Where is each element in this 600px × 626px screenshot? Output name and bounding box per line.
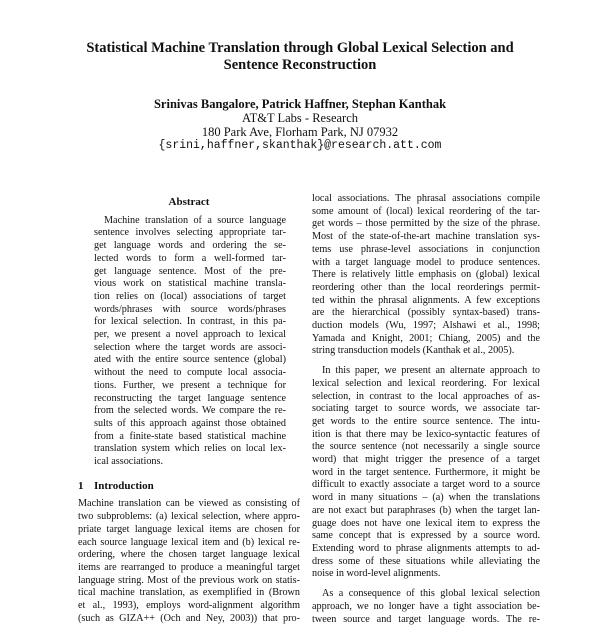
text-line: lexical selection and lexical reordering. For lexical — [312, 378, 540, 391]
paragraph-global-selection — [312, 588, 540, 626]
text-line: with a target language model to produce sentences. — [312, 257, 540, 270]
affiliation: AT&T Labs - Research — [60, 111, 540, 125]
text-line: (such as GIZA++ (Och and Ney, 2003)) that pro- — [78, 613, 300, 626]
text-line: word in the target sentence. Furthermore, it might be — [312, 467, 540, 480]
paragraph-local-associations — [312, 193, 540, 358]
text-line: sentence involves selecting appropriate tar- — [94, 227, 286, 240]
text-line: get words to the entire source sentence. The intu- — [312, 416, 540, 429]
text-line: for lexical selection. In contrast, in this pa- — [94, 316, 286, 329]
text-line: local associations. The phrasal associations compile — [312, 193, 540, 206]
text-line: from the selected words. We compare the re- — [94, 405, 286, 418]
text-line: reconstructing the target language sentence — [94, 393, 286, 406]
text-line: per, we present a novel approach to lexical — [94, 329, 286, 342]
text-line: two subproblems: (a) lexical selection, where appro- — [78, 511, 300, 524]
text-line: Extending word to phrase alignments attempts to ad- — [312, 543, 540, 556]
text-line: ical associations. — [94, 456, 286, 469]
text-line: translation system which relies on local lex- — [94, 443, 286, 456]
abstract-heading: Abstract — [78, 196, 300, 209]
text-line: dress some of these situations while alleviating the — [312, 556, 540, 569]
text-line: tween source and target language words. The re- — [312, 614, 540, 626]
section-title: Introduction — [94, 480, 154, 492]
text-line: Yamada and Knight, 2001; Chiang, 2005) and the — [312, 333, 540, 346]
text-line: lected words to form a well-formed tar- — [94, 253, 286, 266]
text-line: reordering other than the local reorderings permit- — [312, 282, 540, 295]
text-line: Machine translation of a source language — [94, 215, 286, 228]
text-line: ordering, where the chosen target language lexical — [78, 549, 300, 562]
author-block — [60, 97, 540, 153]
text-line: ted within the phrasal alignments. A few exceptions — [312, 295, 540, 308]
text-line: As a consequence of this global lexical selection — [312, 588, 540, 601]
text-line: tems use phrase-level associations in conjunction — [312, 244, 540, 257]
text-line: get language words and ordering the se- — [94, 240, 286, 253]
text-line: Machine translation can be viewed as consisting of — [78, 498, 300, 511]
text-line: duction models (Wu, 1997; Alshawi et al., 1998; — [312, 320, 540, 333]
text-line: et al., 1993), employs word-alignment algorithm — [78, 600, 300, 613]
text-line: from a finite-state based statistical machine — [94, 431, 286, 444]
section-number: 1 — [78, 480, 94, 493]
text-line: some amount of (local) lexical reordering of the tar- — [312, 206, 540, 219]
paper-title — [60, 40, 540, 74]
text-line: get language sentence. Most of the pre- — [94, 266, 286, 279]
text-line: word) that might trigger the presence of a target — [312, 454, 540, 467]
text-line: noise in word-level alignments. — [312, 568, 540, 581]
text-line: In this paper, we present an alternate approach to — [312, 365, 540, 378]
text-line: language string. Most of the previous work on statis- — [78, 575, 300, 588]
text-line: guage does not have one lexical item to express the — [312, 518, 540, 531]
text-line: tions. Further, we present a technique for — [94, 380, 286, 393]
text-line: same concept that is expressed by a source word. — [312, 530, 540, 543]
author-names: Srinivas Bangalore, Patrick Haffner, Stephan Kanthak — [60, 97, 540, 111]
paragraph-alternate-approach — [312, 365, 540, 581]
text-line: sociating target to source words, we associate tar- — [312, 403, 540, 416]
text-line: ition is that there may be lexico-syntactic features of — [312, 429, 540, 442]
text-line: ated with the entire source sentence (global) — [94, 354, 286, 367]
text-line: selection, in contrast to the local approaches of as- — [312, 391, 540, 404]
left-column — [78, 196, 300, 626]
text-line: approach, we no longer have a tight association be- — [312, 601, 540, 614]
section-heading-introduction — [78, 480, 300, 493]
text-line: sults of this approach against those obtained — [94, 418, 286, 431]
text-line: difficult to exactly associate a target word to a source — [312, 479, 540, 492]
abstract-body — [94, 215, 286, 469]
text-line: the source sentence (not necessarily a single source — [312, 441, 540, 454]
text-line: vious work on statistical machine transla- — [94, 278, 286, 291]
author-email: {srini,haffner,skanthak}@research.att.com — [60, 139, 540, 153]
address: 180 Park Ave, Florham Park, NJ 07932 — [60, 125, 540, 139]
text-line: without the need to compute local associa- — [94, 367, 286, 380]
text-line: are the hierarchical (possibly syntax-based) trans- — [312, 307, 540, 320]
text-line: Most of the state-of-the-art machine translation sys- — [312, 231, 540, 244]
right-column — [312, 193, 540, 626]
text-line: tion relies on (local) associations of target — [94, 291, 286, 304]
text-line: priate target language lexical items are chosen for — [78, 524, 300, 537]
title-line: Statistical Machine Translation through Global Lexical Selection and — [60, 40, 540, 57]
introduction-paragraph — [78, 498, 300, 625]
text-line: are not exact but paraphrases (b) when the target lan- — [312, 505, 540, 518]
text-line: tical machine translation, as exemplified in (Brown — [78, 587, 300, 600]
text-line: selection where the target words are associ- — [94, 342, 286, 355]
text-line: get words – those permitted by the size of the phrase. — [312, 218, 540, 231]
text-line: words/phrases with source words/phrases — [94, 304, 286, 317]
text-line: each source language lexical item and (b) lexical re- — [78, 537, 300, 550]
text-line: string transduction models (Kanthak et al., 2005). — [312, 345, 540, 358]
text-line: items are rearranged to produce a meaningful target — [78, 562, 300, 575]
title-line: Sentence Reconstruction — [60, 57, 540, 74]
text-line: word in many situations – (a) when the translations — [312, 492, 540, 505]
text-line: There is relatively little emphasis on (global) lexical — [312, 269, 540, 282]
